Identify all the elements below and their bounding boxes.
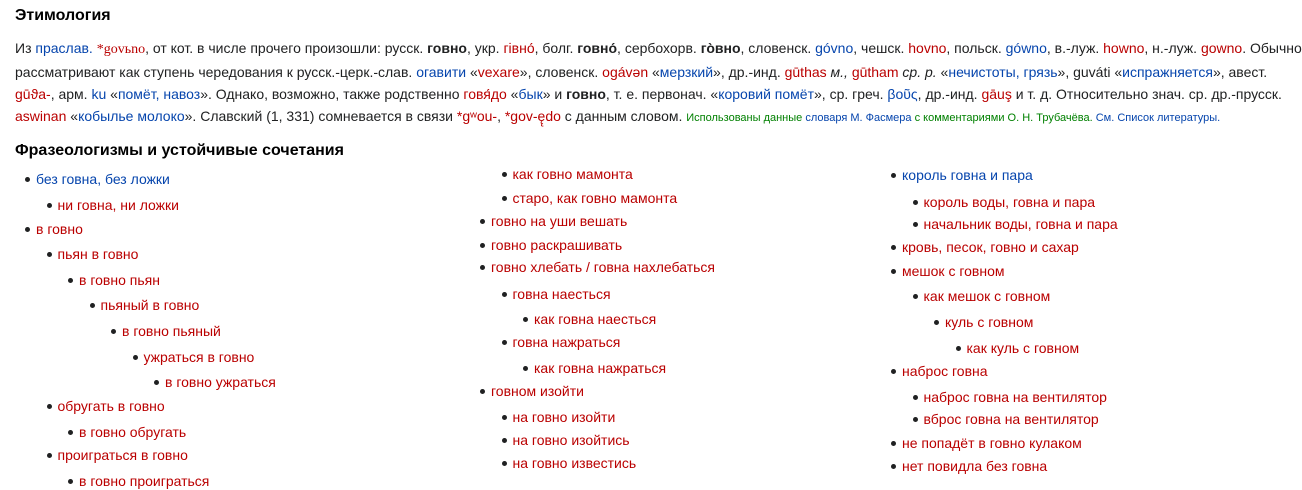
phrase-link[interactable]: король воды, говна и пара [923, 194, 1096, 210]
bullet-icon [68, 479, 73, 484]
list-item [913, 287, 1051, 305]
phrase-link[interactable]: в говно пьяный [122, 323, 221, 339]
etymology-text: , [497, 108, 505, 124]
list-item [47, 196, 179, 214]
list-item [502, 454, 637, 472]
bullet-icon [913, 395, 918, 400]
etymology-paragraph [15, 37, 1302, 129]
list-item [68, 472, 209, 490]
etymology-link[interactable]: gowno [1200, 40, 1243, 56]
etymology-link[interactable]: мерзкий [659, 64, 714, 80]
phrase-link[interactable]: вброс говна на вентилятор [923, 411, 1099, 427]
bullet-icon [891, 369, 896, 374]
bullet-icon [480, 243, 485, 248]
etymology-link[interactable]: нечистоты, грязь [948, 64, 1058, 80]
bullet-icon [913, 294, 918, 299]
list-item [891, 362, 988, 380]
etymology-text: ср. р. [898, 64, 941, 80]
etymology-text: , укр. [466, 40, 504, 56]
bullet-icon [68, 430, 73, 435]
phrase-link[interactable]: говном изойти [491, 383, 584, 399]
bullet-icon [956, 346, 961, 351]
etymology-link[interactable]: говя́до [463, 86, 507, 102]
phrase-link[interactable]: наброс говна [902, 363, 988, 379]
bullet-icon [111, 329, 116, 334]
phrase-link[interactable]: проиграться в говно [57, 447, 188, 463]
bullet-icon [154, 380, 159, 385]
phrase-link[interactable]: в говно пьян [79, 272, 160, 288]
etymology-text: говно [566, 86, 606, 102]
etymology-text: », авест. [1212, 64, 1268, 80]
etymology-text: рассматривают как ступень чередования к русск.-церк.-слав. [15, 64, 417, 80]
etymology-text: Использованы данные [686, 112, 806, 124]
list-item [891, 262, 1005, 280]
etymology-text: « [940, 64, 949, 80]
etymology-text: , т. е. первонач. « [605, 86, 719, 102]
etymology-link[interactable]: góvno [815, 40, 854, 56]
phrase-link[interactable]: как говна наесться [534, 311, 657, 327]
etymology-text: , болг. [534, 40, 578, 56]
bullet-icon [90, 303, 95, 308]
phrase-link[interactable]: как мешок с говном [923, 288, 1051, 304]
list-item [47, 446, 188, 464]
etymology-text: « [66, 108, 79, 124]
bullet-icon [502, 461, 507, 466]
bullet-icon [480, 219, 485, 224]
bullet-icon [891, 173, 896, 178]
bullet-icon [891, 441, 896, 446]
etymology-link[interactable]: gāuş [981, 86, 1012, 102]
bullet-icon [891, 464, 896, 469]
etymology-link[interactable]: коровий помёт [718, 86, 814, 102]
phrase-link[interactable]: куль с говном [945, 314, 1034, 330]
etymology-link[interactable]: словаря М. Фасмера [805, 112, 912, 124]
etymology-line-3 [15, 83, 1282, 105]
phrase-link[interactable]: пьян в говно [57, 246, 139, 262]
etymology-text: , польск. [946, 40, 1006, 56]
etymology-link[interactable]: *gʷou- [456, 108, 498, 124]
etymology-line-1 [15, 37, 1302, 61]
bullet-icon [891, 245, 896, 250]
list-item [480, 212, 627, 230]
etymology-text: », ср. греч. [814, 86, 888, 102]
etymology-text: , др.-инд. [917, 86, 982, 102]
phrase-link[interactable]: говна наесться [512, 286, 611, 302]
etymology-text: , арм. [50, 86, 92, 102]
phrase-link[interactable]: не попадёт в говно кулаком [902, 435, 1082, 451]
etymology-link[interactable]: *govьno [96, 42, 146, 57]
list-item [891, 434, 1082, 452]
list-item [90, 296, 200, 314]
phraseology-heading: Фразеологизмы и устойчивые сочетания [15, 142, 344, 159]
etymology-link[interactable]: howno [1103, 40, 1145, 56]
etymology-link[interactable]: hovno [908, 40, 947, 56]
bullet-icon [523, 317, 528, 322]
bullet-icon [47, 404, 52, 409]
etymology-line-2 [15, 61, 1270, 83]
phrase-link[interactable]: нет повидла без говна [902, 458, 1048, 474]
list-item [502, 408, 616, 426]
phrase-link[interactable]: говно раскрашивать [491, 237, 623, 253]
phrase-link[interactable]: в говно обругать [79, 424, 187, 440]
etymology-text: м., [826, 64, 852, 80]
phrase-link[interactable]: без говна, без ложки [36, 171, 170, 187]
etymology-link[interactable]: испражняется [1122, 64, 1213, 80]
list-item [913, 388, 1107, 406]
phrase-link[interactable]: ни говна, ни ложки [57, 197, 179, 213]
list-item [25, 170, 170, 188]
etymology-link[interactable]: гівно́ [503, 40, 535, 56]
etymology-link[interactable]: gūthas [784, 64, 827, 80]
etymology-text: », словенск. [519, 64, 603, 80]
etymology-text: ». Однако, возможно, также родственно [200, 86, 464, 102]
list-item [913, 215, 1118, 233]
bullet-icon [25, 227, 30, 232]
phrase-link[interactable]: как говно мамонта [512, 166, 633, 182]
etymology-link[interactable]: aswinan [15, 108, 67, 124]
etymology-link[interactable]: ku [91, 86, 107, 102]
etymology-text: « [648, 64, 660, 80]
phrase-link[interactable]: говно хлебать / говна нахлебаться [491, 259, 715, 275]
bullet-icon [523, 366, 528, 371]
bullet-icon [502, 196, 507, 201]
etymology-link[interactable]: vexare [477, 64, 520, 80]
phrase-link[interactable]: начальник воды, говна и пара [923, 216, 1118, 232]
etymology-text: , сербохорв. [617, 40, 701, 56]
list-item [913, 193, 1096, 211]
etymology-line-4 [15, 105, 1270, 129]
etymology-text: и т. д. Относительно знач. ср. др.-прусск. [1011, 86, 1282, 102]
etymology-text: , словенск. [740, 40, 816, 56]
list-item [133, 348, 255, 366]
list-item [502, 285, 611, 303]
bullet-icon [133, 355, 138, 360]
etymology-text: , в.-луж. [1046, 40, 1104, 56]
etymology-text: с комментариями О. Н. Трубачёва. [911, 112, 1096, 124]
etymology-text: Из [15, 40, 36, 56]
list-item [47, 245, 139, 263]
bullet-icon [47, 252, 52, 257]
etymology-link[interactable]: gówno [1005, 40, 1047, 56]
phrase-link[interactable]: говно на уши вешать [491, 213, 628, 229]
list-item [154, 373, 276, 391]
list-item [480, 258, 715, 276]
etymology-text: с данным словом. [560, 108, 687, 124]
etymology-link[interactable]: кобылье молоко [78, 108, 185, 124]
phrase-link[interactable]: ужраться в говно [143, 349, 255, 365]
phrase-link[interactable]: мешок с говном [902, 263, 1005, 279]
phrase-link[interactable]: на говно изойти [512, 409, 616, 425]
list-item [502, 165, 633, 183]
phrase-link[interactable]: пьяный в говно [100, 297, 200, 313]
etymology-text: , н.-луж. [1144, 40, 1201, 56]
phrase-link[interactable]: король говна и пара [902, 167, 1033, 183]
etymology-text: « [506, 86, 519, 102]
etymology-text: », guváti « [1057, 64, 1123, 80]
list-item [891, 457, 1047, 475]
list-item [891, 166, 1033, 184]
bullet-icon [934, 320, 939, 325]
phrase-link[interactable]: обругать в говно [57, 398, 165, 414]
phrase-link[interactable]: как говна нажраться [534, 360, 667, 376]
etymology-link[interactable]: gūtham [851, 64, 899, 80]
list-item [47, 397, 165, 415]
bullet-icon [913, 222, 918, 227]
etymology-text: , чешск. [853, 40, 909, 56]
bullet-icon [47, 453, 52, 458]
etymology-text: го̀вно [700, 40, 741, 56]
phrase-link[interactable]: старо, как говно мамонта [512, 190, 678, 206]
list-item [913, 410, 1099, 428]
bullet-icon [913, 200, 918, 205]
bullet-icon [68, 278, 73, 283]
etymology-link[interactable]: *gov-ę̨do [504, 108, 561, 124]
bullet-icon [480, 265, 485, 270]
etymology-link[interactable]: праслав. [35, 40, 93, 56]
list-item [934, 313, 1033, 331]
list-item [480, 382, 584, 400]
phrase-link[interactable]: в говно [36, 221, 83, 237]
bullet-icon [502, 438, 507, 443]
etymology-heading: Этимология [15, 7, 111, 24]
etymology-link[interactable]: огавити [416, 64, 467, 80]
etymology-link[interactable]: ogávǝn [602, 64, 649, 80]
bullet-icon [25, 177, 30, 182]
list-item [480, 236, 622, 254]
etymology-link[interactable]: βοῦς [887, 86, 918, 102]
phrase-link[interactable]: в говно ужраться [165, 374, 276, 390]
list-item [502, 189, 678, 207]
bullet-icon [502, 172, 507, 177]
etymology-link[interactable]: gūϑa- [15, 86, 51, 102]
etymology-text: « [106, 86, 118, 102]
etymology-link[interactable]: помёт, навоз [117, 86, 201, 102]
etymology-text: « [466, 64, 478, 80]
etymology-text: говно [427, 40, 467, 56]
list-item [891, 238, 1079, 256]
list-item [956, 339, 1080, 357]
list-item [68, 423, 186, 441]
phrase-link[interactable]: на говно изойтись [512, 432, 630, 448]
list-item [25, 220, 83, 238]
list-item [68, 271, 160, 289]
etymology-link[interactable]: бык [518, 86, 543, 102]
list-item [523, 359, 666, 377]
list-item [502, 431, 630, 449]
etymology-text: ». Славский (1, 331) сомневается в связи [184, 108, 457, 124]
etymology-text: » и [542, 86, 567, 102]
phrase-link[interactable]: как куль с говном [966, 340, 1080, 356]
phrase-link[interactable]: говна нажраться [512, 334, 621, 350]
phrase-link[interactable]: кровь, песок, говно и сахар [902, 239, 1079, 255]
etymology-text: , от кот. в числе прочего произошли: русск. [145, 40, 428, 56]
etymology-text: . Обычно [1242, 40, 1302, 56]
bullet-icon [913, 417, 918, 422]
phrase-link[interactable]: на говно известись [512, 455, 637, 471]
phrase-link[interactable]: в говно проиграться [79, 473, 210, 489]
bullet-icon [502, 292, 507, 297]
list-item [111, 322, 221, 340]
bullet-icon [502, 340, 507, 345]
list-item [523, 310, 656, 328]
etymology-text: говно́ [577, 40, 618, 56]
phrase-link[interactable]: наброс говна на вентилятор [923, 389, 1107, 405]
bullet-icon [47, 203, 52, 208]
etymology-link[interactable]: См. Список литературы. [1095, 112, 1221, 124]
list-item [502, 333, 621, 351]
bullet-icon [502, 415, 507, 420]
bullet-icon [891, 269, 896, 274]
etymology-text: », др.-инд. [713, 64, 785, 80]
bullet-icon [480, 389, 485, 394]
